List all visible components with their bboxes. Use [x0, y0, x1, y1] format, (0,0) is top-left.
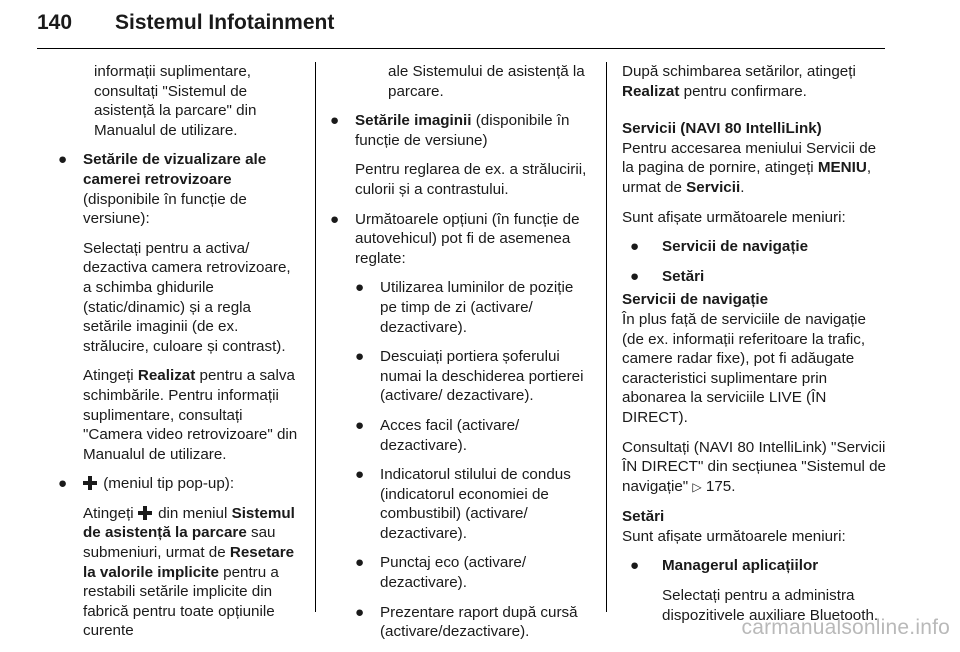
bullet-icon: ●	[330, 210, 340, 228]
paragraph: Sunt afișate următoarele meniuri:	[622, 208, 846, 226]
bullet-icon: ●	[355, 603, 365, 621]
bullet-icon: ●	[355, 348, 365, 366]
bullet-icon: ●	[58, 475, 68, 493]
page-title: Sistemul Infotainment	[115, 11, 335, 34]
plus-icon	[138, 506, 152, 520]
paragraph: (meniul tip pop-up):	[83, 474, 302, 494]
paragraph: (disponibile în funcție de versiune):	[83, 190, 247, 228]
paragraph: După schimbarea setărilor, atingeți Realizat pentru confirmare.	[622, 63, 856, 100]
sub-list-item: ● Acces facil (activare/ dezactivare).	[355, 416, 520, 454]
paragraph: Următoarele opțiuni (în funcție de autovehicul) pot fi de asemenea reglate:	[355, 210, 580, 267]
plus-icon	[83, 476, 97, 490]
paragraph: Pentru accesarea meniului Servicii de la pagina de pornire, atingeți MENIU, urmat de Servicii.	[622, 139, 877, 196]
bullet-icon: ●	[355, 416, 365, 434]
bullet-icon: ●	[355, 554, 365, 572]
bullet-icon: ●	[330, 112, 340, 130]
header-rule	[37, 48, 885, 49]
list-item: ● Servicii de navigație	[630, 238, 809, 256]
column-2	[330, 62, 592, 652]
paragraph: ale Sistemului de asistență la parcare.	[388, 63, 585, 100]
list-item	[330, 111, 592, 199]
sub-list-item: ● Prezentare raport după cursă (activare/dezactivare).	[355, 603, 578, 641]
bullet-icon: ●	[355, 279, 365, 297]
section-heading: Servicii (NAVI 80 IntelliLink)	[622, 120, 822, 138]
bullet-icon: ●	[355, 466, 365, 484]
bullet-icon: ●	[630, 557, 640, 575]
column-1	[58, 62, 302, 651]
sub-list-item: ● Utilizarea luminilor de poziție pe timp de zi (activare/ dezactivare).	[355, 279, 574, 336]
section-heading: Setări	[622, 508, 665, 526]
paragraph: Atingeți Realizat pentru a salva schimbările. Pentru informații suplimentare, consultați "Camera video retrovizoare" din Manualul de utilizare.	[83, 367, 298, 463]
paragraph: Sunt afișate următoarele meniuri:	[622, 527, 846, 545]
item-title: Setările de vizualizare ale camerei retrovizoare	[83, 151, 267, 188]
watermark: carmanualsonline.info	[741, 616, 950, 640]
page-header	[37, 8, 885, 40]
page-number: 140	[37, 11, 73, 34]
realizat-label: Realizat	[137, 367, 196, 385]
list-item: ● Managerul aplicațiilor Selectați pentru a administra dispozitivele auxiliare Bluetooth.	[630, 557, 879, 624]
section-heading: Servicii de navigație	[622, 291, 769, 309]
column-divider	[606, 62, 607, 612]
bullet-icon: ●	[630, 267, 640, 285]
list-item	[58, 150, 302, 464]
paragraph: Pentru reglarea de ex. a strălucirii, culorii și a contrastului.	[355, 161, 587, 198]
paragraph: Consultați (NAVI 80 IntelliLink) "Servicii ÎN DIRECT" din secțiunea "Sistemul de navigație" ▷ 175.	[622, 438, 890, 498]
sub-list-item: ● Punctaj eco (activare/ dezactivare).	[355, 554, 527, 592]
paragraph: Atingeți din meniul Sistemul de asistență la parcare sau submeniuri, urmat de Resetare la valorile implicite pentru a restabili setările implicite din fabrică pentru toate opțiunile curente	[83, 504, 295, 640]
bullet-icon: ●	[630, 238, 640, 256]
bullet-icon: ●	[58, 151, 68, 169]
sub-list-item: ● Descuiați portiera șoferului numai la deschiderea portierei (activare/ dezactivare).	[355, 348, 584, 405]
list-item: ● Setări	[630, 267, 705, 285]
sub-list-item: ● Indicatorul stilului de condus (indicatorul economiei de combustibil) (activare/ dezactivare).	[355, 466, 571, 542]
column-divider	[315, 62, 316, 612]
page-reference-icon: ▷	[692, 479, 702, 494]
paragraph: Selectați pentru a activa/ dezactiva camera retrovizoare, a schimba ghidurile (static/dinamic) și a regla setările imaginii (de ex. strălucire, culoare și contrast).	[83, 239, 291, 355]
paragraph: În plus față de serviciile de navigație (de ex. informații referitoare la trafic, camere radar fixe), pot fi adăugate caracteristici suplimentare prin abonarea la serviciile LIVE (ÎN DIRECT).	[622, 310, 866, 426]
list-item	[330, 210, 592, 269]
column-3	[622, 62, 890, 635]
paragraph: informații suplimentare, consultați "Sistemul de asistență la parcare" din Manualul de utilizare.	[94, 63, 257, 139]
paragraph: Setările imaginii (disponibile în funcție de versiune)	[355, 112, 570, 149]
list-item	[58, 474, 302, 641]
